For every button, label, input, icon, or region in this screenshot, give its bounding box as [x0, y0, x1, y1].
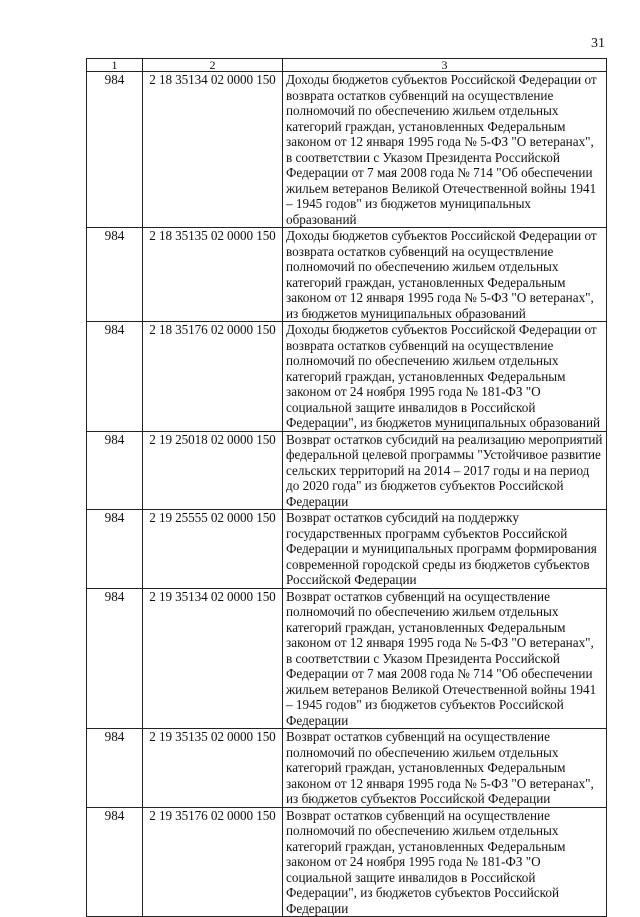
table-row	[87, 510, 607, 589]
budget-code-cell: 2 19 35134 02 0000 150	[143, 588, 283, 729]
admin-code-cell: 984	[87, 228, 143, 322]
table-row	[87, 431, 607, 510]
budget-code-cell: 2 19 35135 02 0000 150	[143, 729, 283, 808]
description-cell: Возврат остатков субвенций на осуществление полномочий по обеспечению жильем отдельных категорий граждан, установленных Федеральным законом от 12 января 1995 года № 5-ФЗ "О ветеранах", в соответствии с Указом Президента Российской Федерации от 7 мая 2008 года № 714 "Об обеспечении жильем ветеранов Великой Отечественной войны 1941 – 1945 годов" из бюджетов субъектов Российской Федерации	[283, 588, 607, 729]
budget-code-cell: 2 18 35176 02 0000 150	[143, 322, 283, 432]
column-header-2: 2	[143, 59, 283, 72]
table-row	[87, 729, 607, 808]
description-cell: Возврат остатков субвенций на осуществление полномочий по обеспечению жильем отдельных категорий граждан, установленных Федеральным законом от 12 января 1995 года № 5-ФЗ "О ветеранах", из бюджетов субъектов Российской Федерации	[283, 729, 607, 808]
budget-code-cell: 2 18 35135 02 0000 150	[143, 228, 283, 322]
budget-code-cell: 2 19 25555 02 0000 150	[143, 510, 283, 589]
description-cell: Возврат остатков субвенций на осуществление полномочий по обеспечению жильем отдельных категорий граждан, установленных Федеральным законом от 24 ноября 1995 года № 181-ФЗ "О социальной защите инвалидов в Российской Федерации", из бюджетов субъектов Российской Федерации	[283, 807, 607, 917]
description-cell: Доходы бюджетов субъектов Российской Федерации от возврата остатков субвенций на осуществление полномочий по обеспечению жильем отдельных категорий граждан, установленных Федеральным законом от 12 января 1995 года № 5-ФЗ "О ветеранах", из бюджетов муниципальных образований	[283, 228, 607, 322]
table-row	[87, 72, 607, 228]
table-header-row	[87, 59, 607, 72]
admin-code-cell: 984	[87, 510, 143, 589]
description-cell: Доходы бюджетов субъектов Российской Федерации от возврата остатков субвенций на осуществление полномочий по обеспечению жильем отдельных категорий граждан, установленных Федеральным законом от 12 января 1995 года № 5-ФЗ "О ветеранах", в соответствии с Указом Президента Российской Федерации от 7 мая 2008 года № 714 "Об обеспечении жильем ветеранов Великой Отечественной войны 1941 – 1945 годов" из бюджетов муниципальных образований	[283, 72, 607, 228]
column-header-3: 3	[283, 59, 607, 72]
admin-code-cell: 984	[87, 431, 143, 510]
admin-code-cell: 984	[87, 729, 143, 808]
description-cell: Возврат остатков субсидий на поддержку государственных программ субъектов Российской Федерации и муниципальных программ формирования современной городской среды из бюджетов субъектов Российской Федерации	[283, 510, 607, 589]
admin-code-cell: 984	[87, 807, 143, 917]
table-row	[87, 588, 607, 729]
admin-code-cell: 984	[87, 72, 143, 228]
table-row	[87, 228, 607, 322]
budget-code-cell: 2 18 35134 02 0000 150	[143, 72, 283, 228]
budget-code-table	[86, 58, 607, 917]
page-number: 31	[591, 36, 605, 51]
table-row	[87, 322, 607, 432]
table-row	[87, 807, 607, 917]
admin-code-cell: 984	[87, 588, 143, 729]
budget-code-cell: 2 19 35176 02 0000 150	[143, 807, 283, 917]
description-cell: Возврат остатков субсидий на реализацию мероприятий федеральной целевой программы "Устойчивое развитие сельских территорий на 2014 – 2017 годы и на период до 2020 года" из бюджетов субъектов Российской Федерации	[283, 431, 607, 510]
description-cell: Доходы бюджетов субъектов Российской Федерации от возврата остатков субвенций на осуществление полномочий по обеспечению жильем отдельных категорий граждан, установленных Федеральным законом от 24 ноября 1995 года № 181-ФЗ "О социальной защите инвалидов в Российской Федерации", из бюджетов муниципальных образований	[283, 322, 607, 432]
budget-code-cell: 2 19 25018 02 0000 150	[143, 431, 283, 510]
admin-code-cell: 984	[87, 322, 143, 432]
column-header-1: 1	[87, 59, 143, 72]
